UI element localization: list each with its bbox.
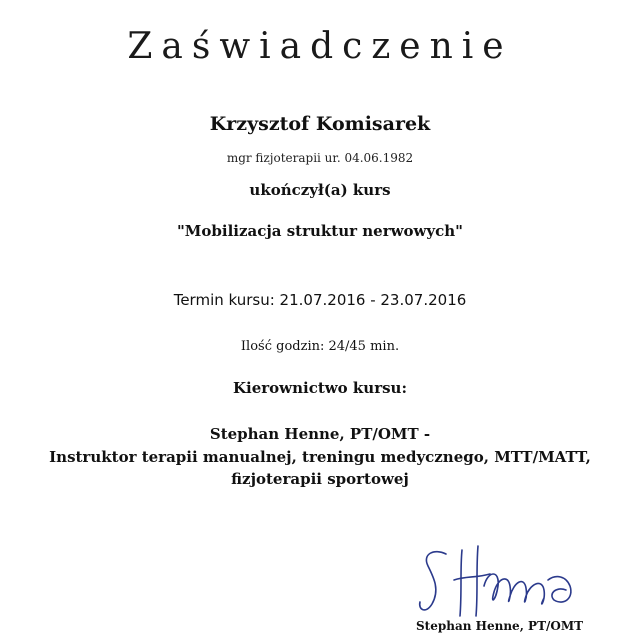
completion-statement: ukończył(a) kurs [249,181,391,199]
course-term: Termin kursu: 21.07.2016 - 23.07.2016 [173,291,467,309]
course-name: "Mobilizacja struktur nerwowych" [176,222,464,240]
management-line-2: Instruktor terapii manualnej, treningu medycznego, MTT/MATT, [49,448,591,466]
signature-drawing [410,540,580,620]
recipient-degree: mgr fizjoterapii ur. 04.06.1982 [226,151,414,165]
signature-icon [410,540,580,620]
management-line-1: Stephan Henne, PT/OMT - [209,425,431,443]
certificate-title: Zaświadczenie [127,26,513,67]
management-line-3: fizjoterapii sportowej [231,470,409,488]
signer-name: Stephan Henne, PT/OMT [416,619,584,633]
management-heading: Kierownictwo kursu: [233,379,407,397]
recipient-name: Krzysztof Komisarek [209,113,431,135]
course-hours: Ilość godzin: 24/45 min. [240,339,400,354]
